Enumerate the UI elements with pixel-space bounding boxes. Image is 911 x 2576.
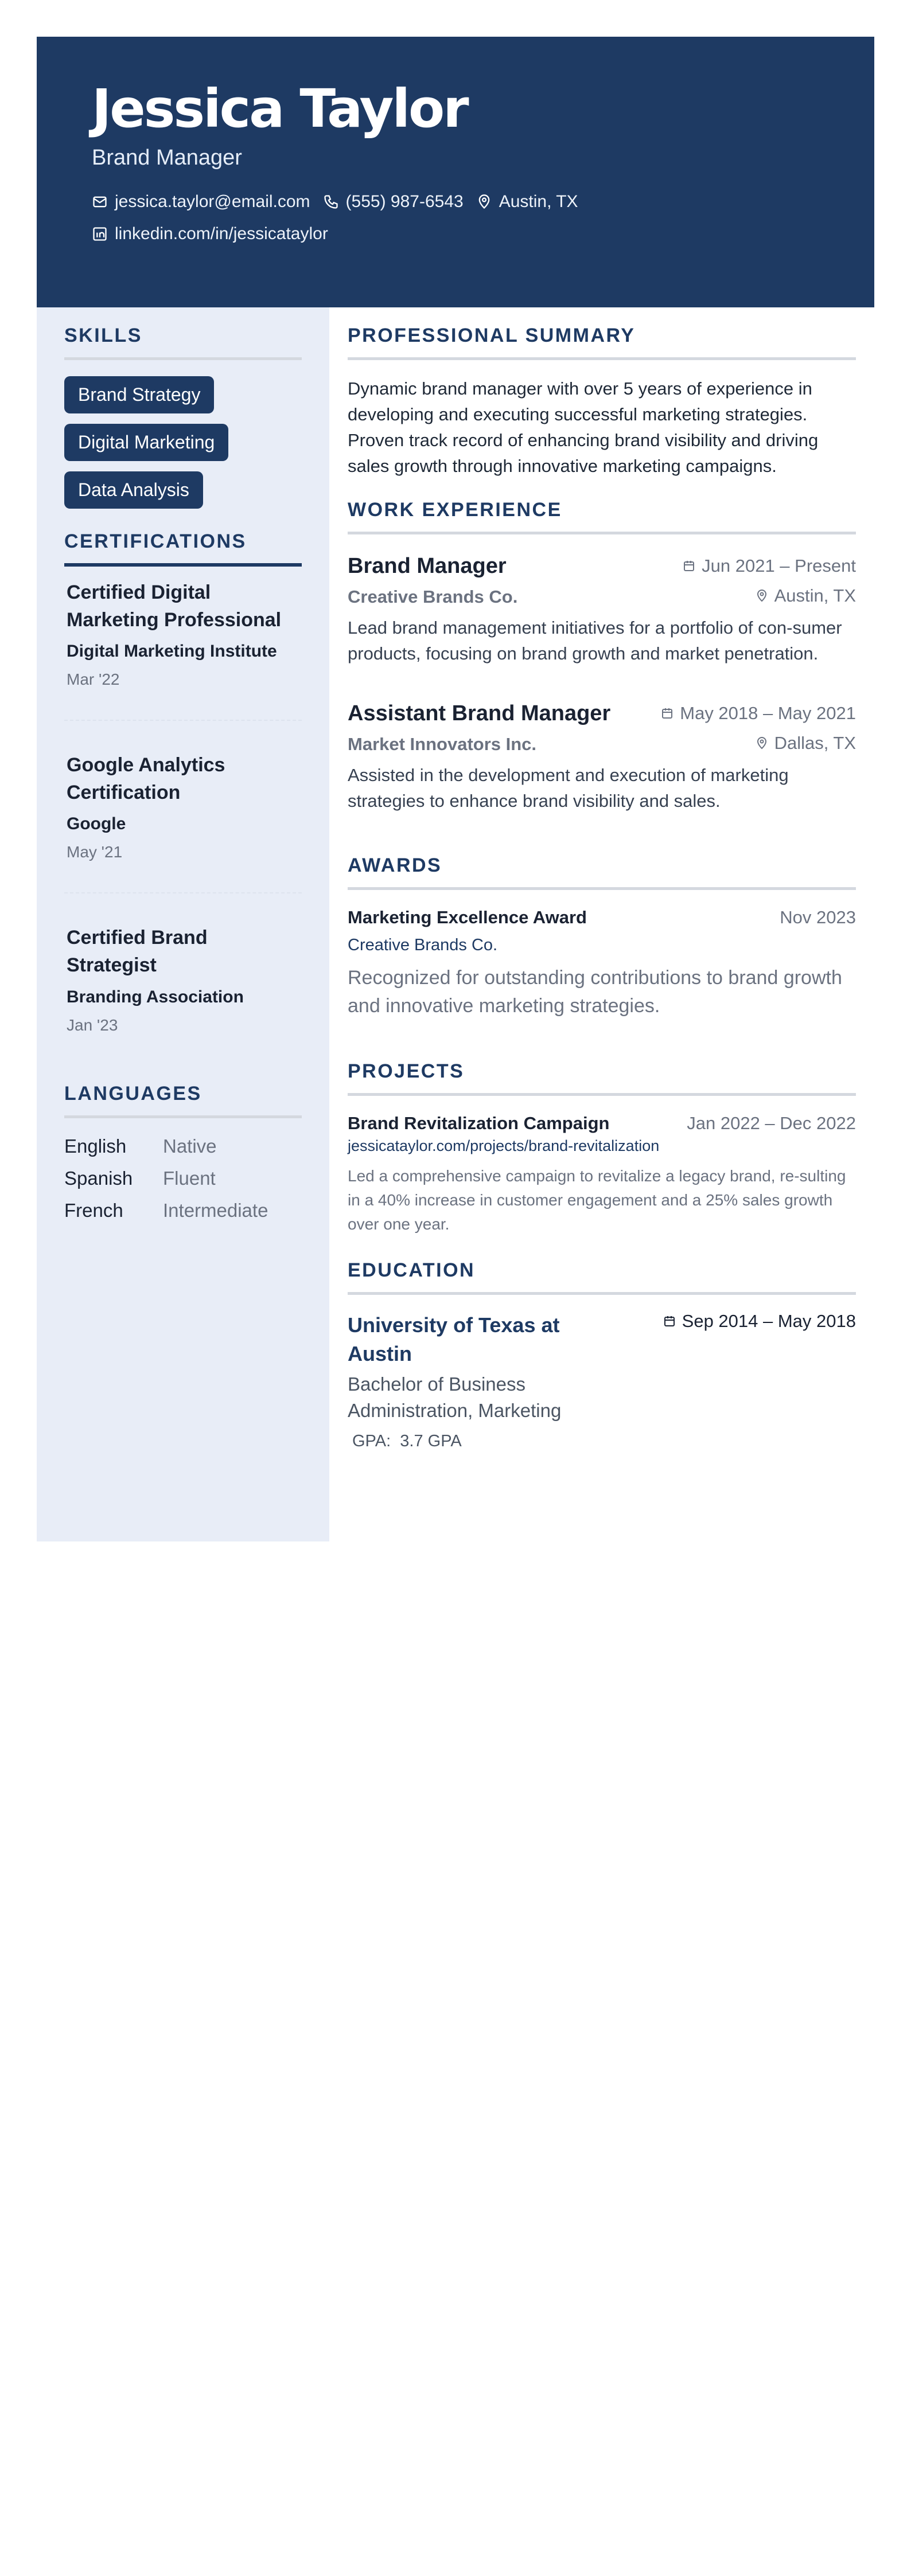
certifications-list [64,567,302,1035]
project-entry [348,1113,856,1236]
language-level: Fluent [163,1167,216,1189]
certification-date: Mar '22 [67,670,120,689]
experience-heading: WORK EXPERIENCE [348,499,856,534]
gpa-value: 3.7 GPA [400,1432,462,1451]
job-location [755,733,856,754]
mail-icon [92,194,108,210]
summary-text: Dynamic brand manager with over 5 years of experience in developing and executing successful marketing strategies. Proven track record of enhancing brand visibility and driving sales growth through innovative marketing campaigns. [348,378,819,476]
job-dates [682,556,856,576]
certification-issuer: Google [67,814,126,834]
job-title: Assistant Brand Manager [348,701,611,725]
certification-issuer: Branding Association [67,987,244,1006]
sidebar [37,307,329,1541]
certification-date: Jan '23 [67,1016,118,1034]
gpa-label: GPA: [352,1432,391,1451]
job-location-text: Dallas, TX [774,732,856,753]
project-description: Led a comprehensive campaign to revitalize a legacy brand, re-sulting in a 40% increase in customer engagement and a 25% sales growth over one year. [348,1167,846,1234]
calendar-icon [660,707,674,720]
calendar-icon [682,559,696,573]
job-description: Assisted in the development and execution of marketing strategies to enhance brand visibility and sales. [348,764,789,811]
job-dates [660,703,856,724]
job-dates-text: May 2018 – May 2021 [680,702,856,723]
project-link[interactable]: jessicataylor.com/projects/brand-revitalization [348,1137,660,1155]
certification-name: Certified Brand Strategist [67,927,208,976]
languages-heading: LANGUAGES [64,1083,302,1118]
gpa [348,1432,856,1451]
award-description: Recognized for outstanding contributions to brand growth and innovative marketing strategies. [348,966,842,1017]
company-name: Market Innovators Inc. [348,733,537,754]
candidate-title: Brand Manager [92,146,242,170]
education-dates-text: Sep 2014 – May 2018 [682,1311,856,1332]
school-name: University of Texas at Austin [348,1313,560,1366]
contact-row-secondary [92,224,819,244]
map-pin-icon [476,194,492,210]
email-text: jessica.taylor@email.com [115,192,310,211]
skills-list [64,376,302,519]
map-pin-icon [755,736,769,750]
certification-item [64,567,302,689]
resume-body [37,307,874,1541]
linkedin-contact[interactable] [92,224,328,244]
language-row [64,1168,302,1189]
calendar-icon [663,1314,676,1328]
location-text: Austin, TX [499,192,578,211]
job-description: Lead brand management initiatives for a portfolio of con-sumer products, focusing on brand growth and market penetration. [348,617,842,663]
main-content [329,307,874,1541]
email-contact[interactable] [92,192,310,212]
phone-text: (555) 987-6543 [345,192,464,211]
job-entry [348,701,856,814]
award-title: Marketing Excellence Award [348,907,587,927]
linkedin-text: linkedin.com/in/jessicataylor [115,224,328,243]
skill-chip: Data Analysis [64,471,203,509]
certification-date: May '21 [67,843,123,861]
awards-heading: AWARDS [348,854,856,890]
certifications-heading: CERTIFICATIONS [64,530,302,567]
language-row [64,1200,302,1221]
summary-heading: PROFESSIONAL SUMMARY [348,325,856,360]
language-name: English [64,1135,127,1157]
language-name: French [64,1199,123,1221]
location-contact [476,192,578,212]
linkedin-icon [92,226,108,242]
candidate-name: Jessica Taylor [92,78,468,139]
job-location [755,586,856,606]
job-entry [348,554,856,667]
certification-issuer: Digital Marketing Institute [67,642,277,661]
education-dates [663,1311,856,1332]
education-heading: EDUCATION [348,1259,856,1295]
phone-contact[interactable] [323,192,464,212]
award-date: Nov 2023 [780,907,856,927]
project-dates: Jan 2022 – Dec 2022 [687,1113,856,1134]
award-issuer: Creative Brands Co. [348,935,498,954]
contact-info [92,192,819,244]
certification-item [64,893,302,1034]
certification-name: Certified Digital Marketing Professional [67,581,282,631]
job-title: Brand Manager [348,553,507,578]
projects-heading: PROJECTS [348,1060,856,1096]
language-name: Spanish [64,1167,133,1189]
skills-heading: SKILLS [64,325,302,360]
phone-icon [323,194,339,210]
certification-item [64,721,302,861]
skill-chip: Digital Marketing [64,424,228,461]
language-row [64,1135,302,1157]
language-level: Intermediate [163,1199,268,1221]
map-pin-icon [755,589,769,603]
award-entry [348,907,856,1021]
contact-row-primary [92,192,819,212]
job-dates-text: Jun 2021 – Present [702,555,856,576]
resume-header [37,37,874,307]
certification-name: Google Analytics Certification [67,754,225,803]
degree-text: Bachelor of Business Administration, Marketing [348,1373,562,1422]
education-entry [348,1311,856,1451]
resume-page [37,37,874,1541]
job-location-text: Austin, TX [774,585,856,606]
language-level: Native [163,1135,217,1157]
project-title: Brand Revitalization Campaign [348,1113,610,1134]
skill-chip: Brand Strategy [64,376,214,413]
company-name: Creative Brands Co. [348,586,518,607]
languages-list [64,1135,302,1221]
